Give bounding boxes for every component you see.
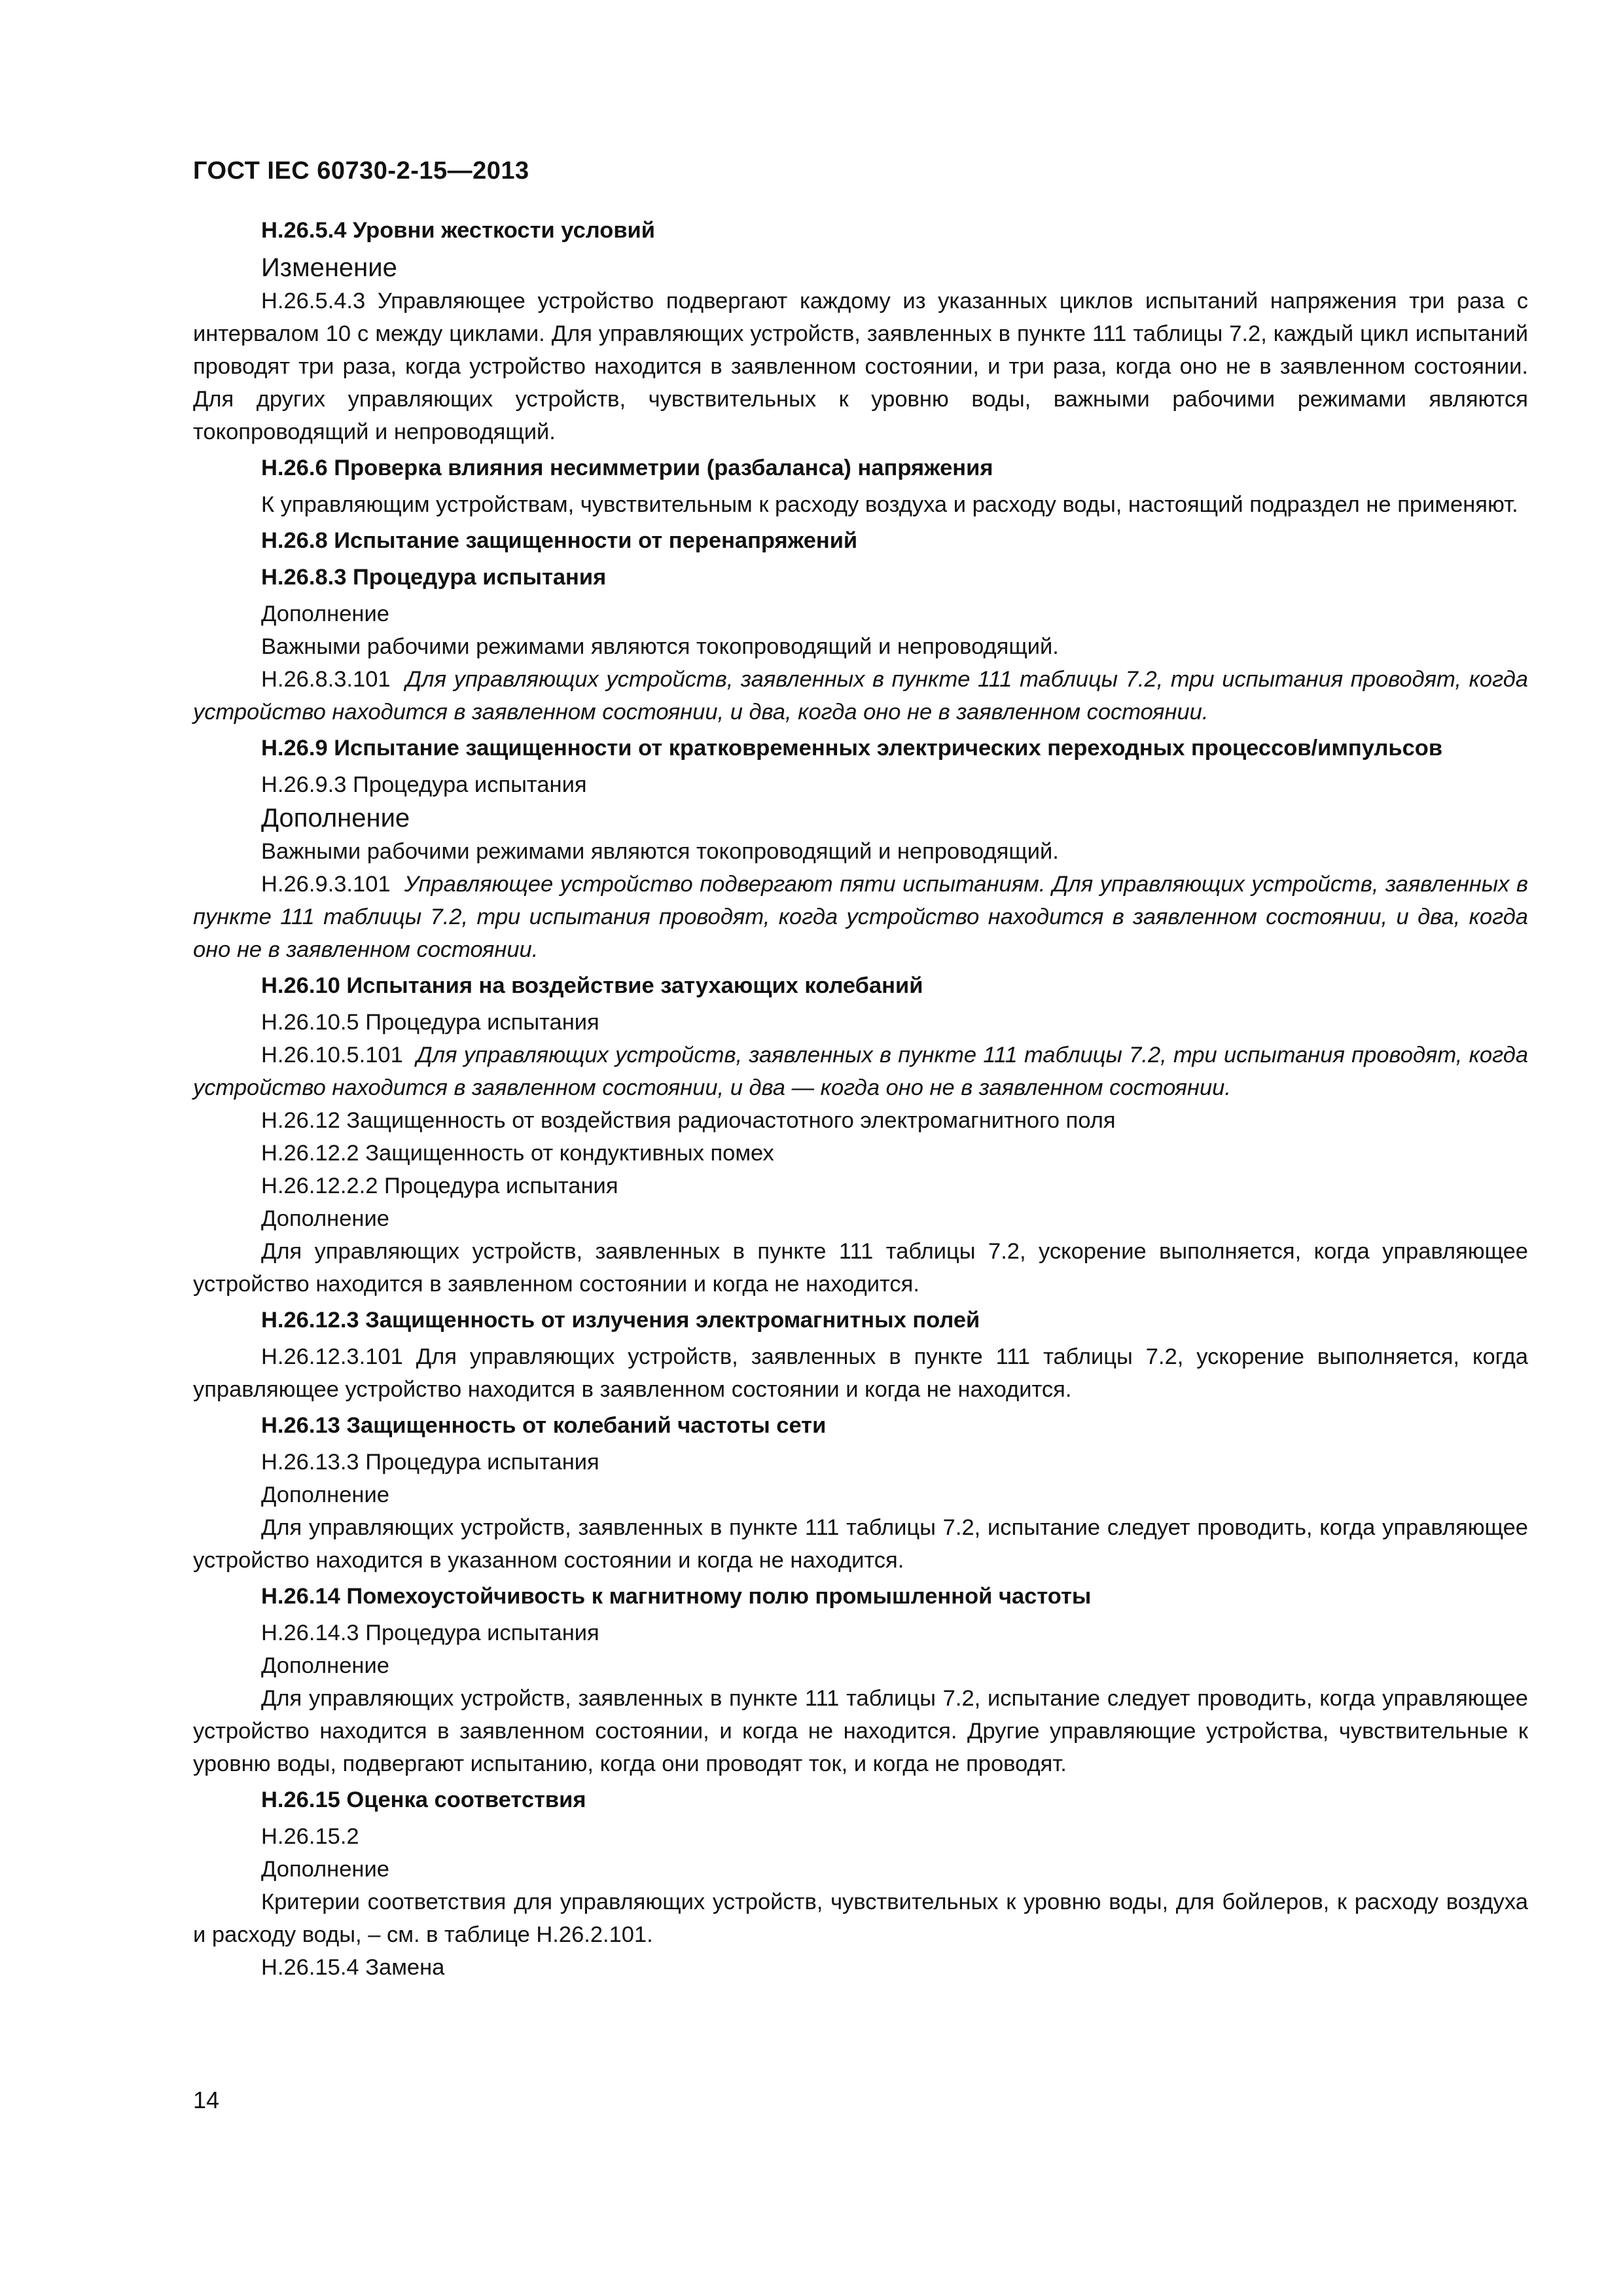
section-heading: H.26.5.4 Уровни жесткости условий [261,218,655,243]
paragraph: H.26.5.4.3 Управляющее устройство подвергают каждому из указанных циклов испытаний напряжения три раза с интервалом 10 с между циклами. Для управляющих устройств, заявленных в пункте 111 таблицы 7.2, каждый цикл испытаний проводят три раза, когда устройство находится в заявленном состоянии, и три раза, когда оно не в заявленном состоянии. Для других управляющих устройств, чувствительных к уровню воды, важными рабочими режимами являются токопроводящий и непроводящий. [193,289,1528,444]
paragraph: Важными рабочими режимами являются токопроводящий и непроводящий. [261,634,1059,659]
section-heading: H.26.15 Оценка соответствия [261,1787,586,1812]
amendment-label: Изменение [261,253,397,282]
paragraph: H.26.9.3 Процедура испытания [261,772,587,797]
amendment-label: Дополнение [261,1653,389,1678]
paragraph: Для управляющих устройств, заявленных в пункте 111 таблицы 7.2, испытание следует проводить, когда управляющее устройство находится в указанном состоянии и когда не находится. [193,1515,1528,1573]
section-heading: H.26.9 Испытание защищенности от кратковременных электрических переходных процессов/импульсов [261,736,1443,761]
paragraph: Для управляющих устройств, заявленных в пункте 111 таблицы 7.2, испытание следует проводить, когда управляющее устройство находится в заявленном состоянии, и когда не находится. Другие управляющие устройства, чувствительные к уровню воды, подвергают испытанию, когда они проводят ток, и когда не проводят. [193,1686,1528,1776]
clause-number: H.26.8.3.101 [261,667,391,692]
clause-number: H.26.10.5.101 [261,1043,403,1067]
amendment-label: Дополнение [261,804,410,833]
section-heading: H.26.13 Защищенность от колебаний частоты сети [261,1413,827,1438]
paragraph [193,1039,1528,1104]
paragraph: H.26.12.2 Защищенность от кондуктивных помех [261,1141,774,1166]
amendment-label: Дополнение [261,1857,389,1882]
section-heading: H.26.8 Испытание защищенности от перенапряжений [261,528,858,553]
section-heading: H.26.14 Помехоустойчивость к магнитному полю промышленной частоты [261,1584,1092,1609]
clause-text: Управляющее устройство подвергают пяти испытаниям. Для управляющих устройств, заявленных в пункте 111 таблицы 7.2, три испытания проводят, когда устройство находится в заявленном состоянии, и два, когда оно не в заявленном состоянии. [193,872,1529,962]
paragraph [193,868,1528,966]
paragraph: К управляющим устройствам, чувствительным к расходу воздуха и расходу воды, настоящий подраздел не применяют. [261,492,1518,517]
paragraph [193,663,1528,728]
section-heading: H.26.8.3 Процедура испытания [261,565,607,590]
amendment-label: Дополнение [261,601,389,626]
clause-text: Для управляющих устройств, заявленных в пункте 111 таблицы 7.2, три испытания проводят, когда устройство находится в заявленном состоянии, и два, когда оно не в заявленном состоянии. [193,667,1528,725]
section-heading: H.26.6 Проверка влияния несимметрии (разбаланса) напряжения [261,456,993,480]
amendment-label: Дополнение [261,1206,389,1231]
page-number: 14 [193,2087,220,2113]
document-header: ГОСТ IEC 60730-2-15—2013 [193,157,529,185]
paragraph: Критерии соответствия для управляющих устройств, чувствительных к уровню воды, для бойлеров, к расходу воздуха и расходу воды, – см. в таблице H.26.2.101. [193,1890,1528,1947]
amendment-label: Дополнение [261,1482,389,1507]
paragraph: H.26.15.4 Замена [261,1955,445,1980]
paragraph: H.26.15.2 [261,1824,359,1849]
section-heading: H.26.12.3 Защищенность от излучения электромагнитных полей [261,1308,980,1333]
paragraph: H.26.12.2.2 Процедура испытания [261,1174,618,1198]
paragraph: Важными рабочими режимами являются токопроводящий и непроводящий. [261,839,1059,864]
paragraph: Для управляющих устройств, заявленных в пункте 111 таблицы 7.2, ускорение выполняется, когда управляющее устройство находится в заявленном состоянии и когда не находится. [193,1239,1528,1297]
clause-number: H.26.9.3.101 [261,872,391,897]
paragraph: H.26.10.5 Процедура испытания [261,1010,599,1035]
paragraph: H.26.13.3 Процедура испытания [261,1450,599,1475]
paragraph: H.26.12.3.101 Для управляющих устройств, заявленных в пункте 111 таблицы 7.2, ускорение выполняется, когда управляющее устройство находится в заявленном состоянии и когда не находится. [193,1344,1528,1402]
section-heading: H.26.10 Испытания на воздействие затухающих колебаний [261,973,923,998]
clause-text: Для управляющих устройств, заявленных в пункте 111 таблицы 7.2, три испытания проводят, когда устройство находится в заявленном состоянии, и два — когда оно не в заявленном состоянии. [193,1043,1529,1100]
paragraph: H.26.14.3 Процедура испытания [261,1621,599,1645]
document-page [193,157,1528,1984]
paragraph: H.26.12 Защищенность от воздействия радиочастотного электромагнитного поля [261,1108,1116,1133]
